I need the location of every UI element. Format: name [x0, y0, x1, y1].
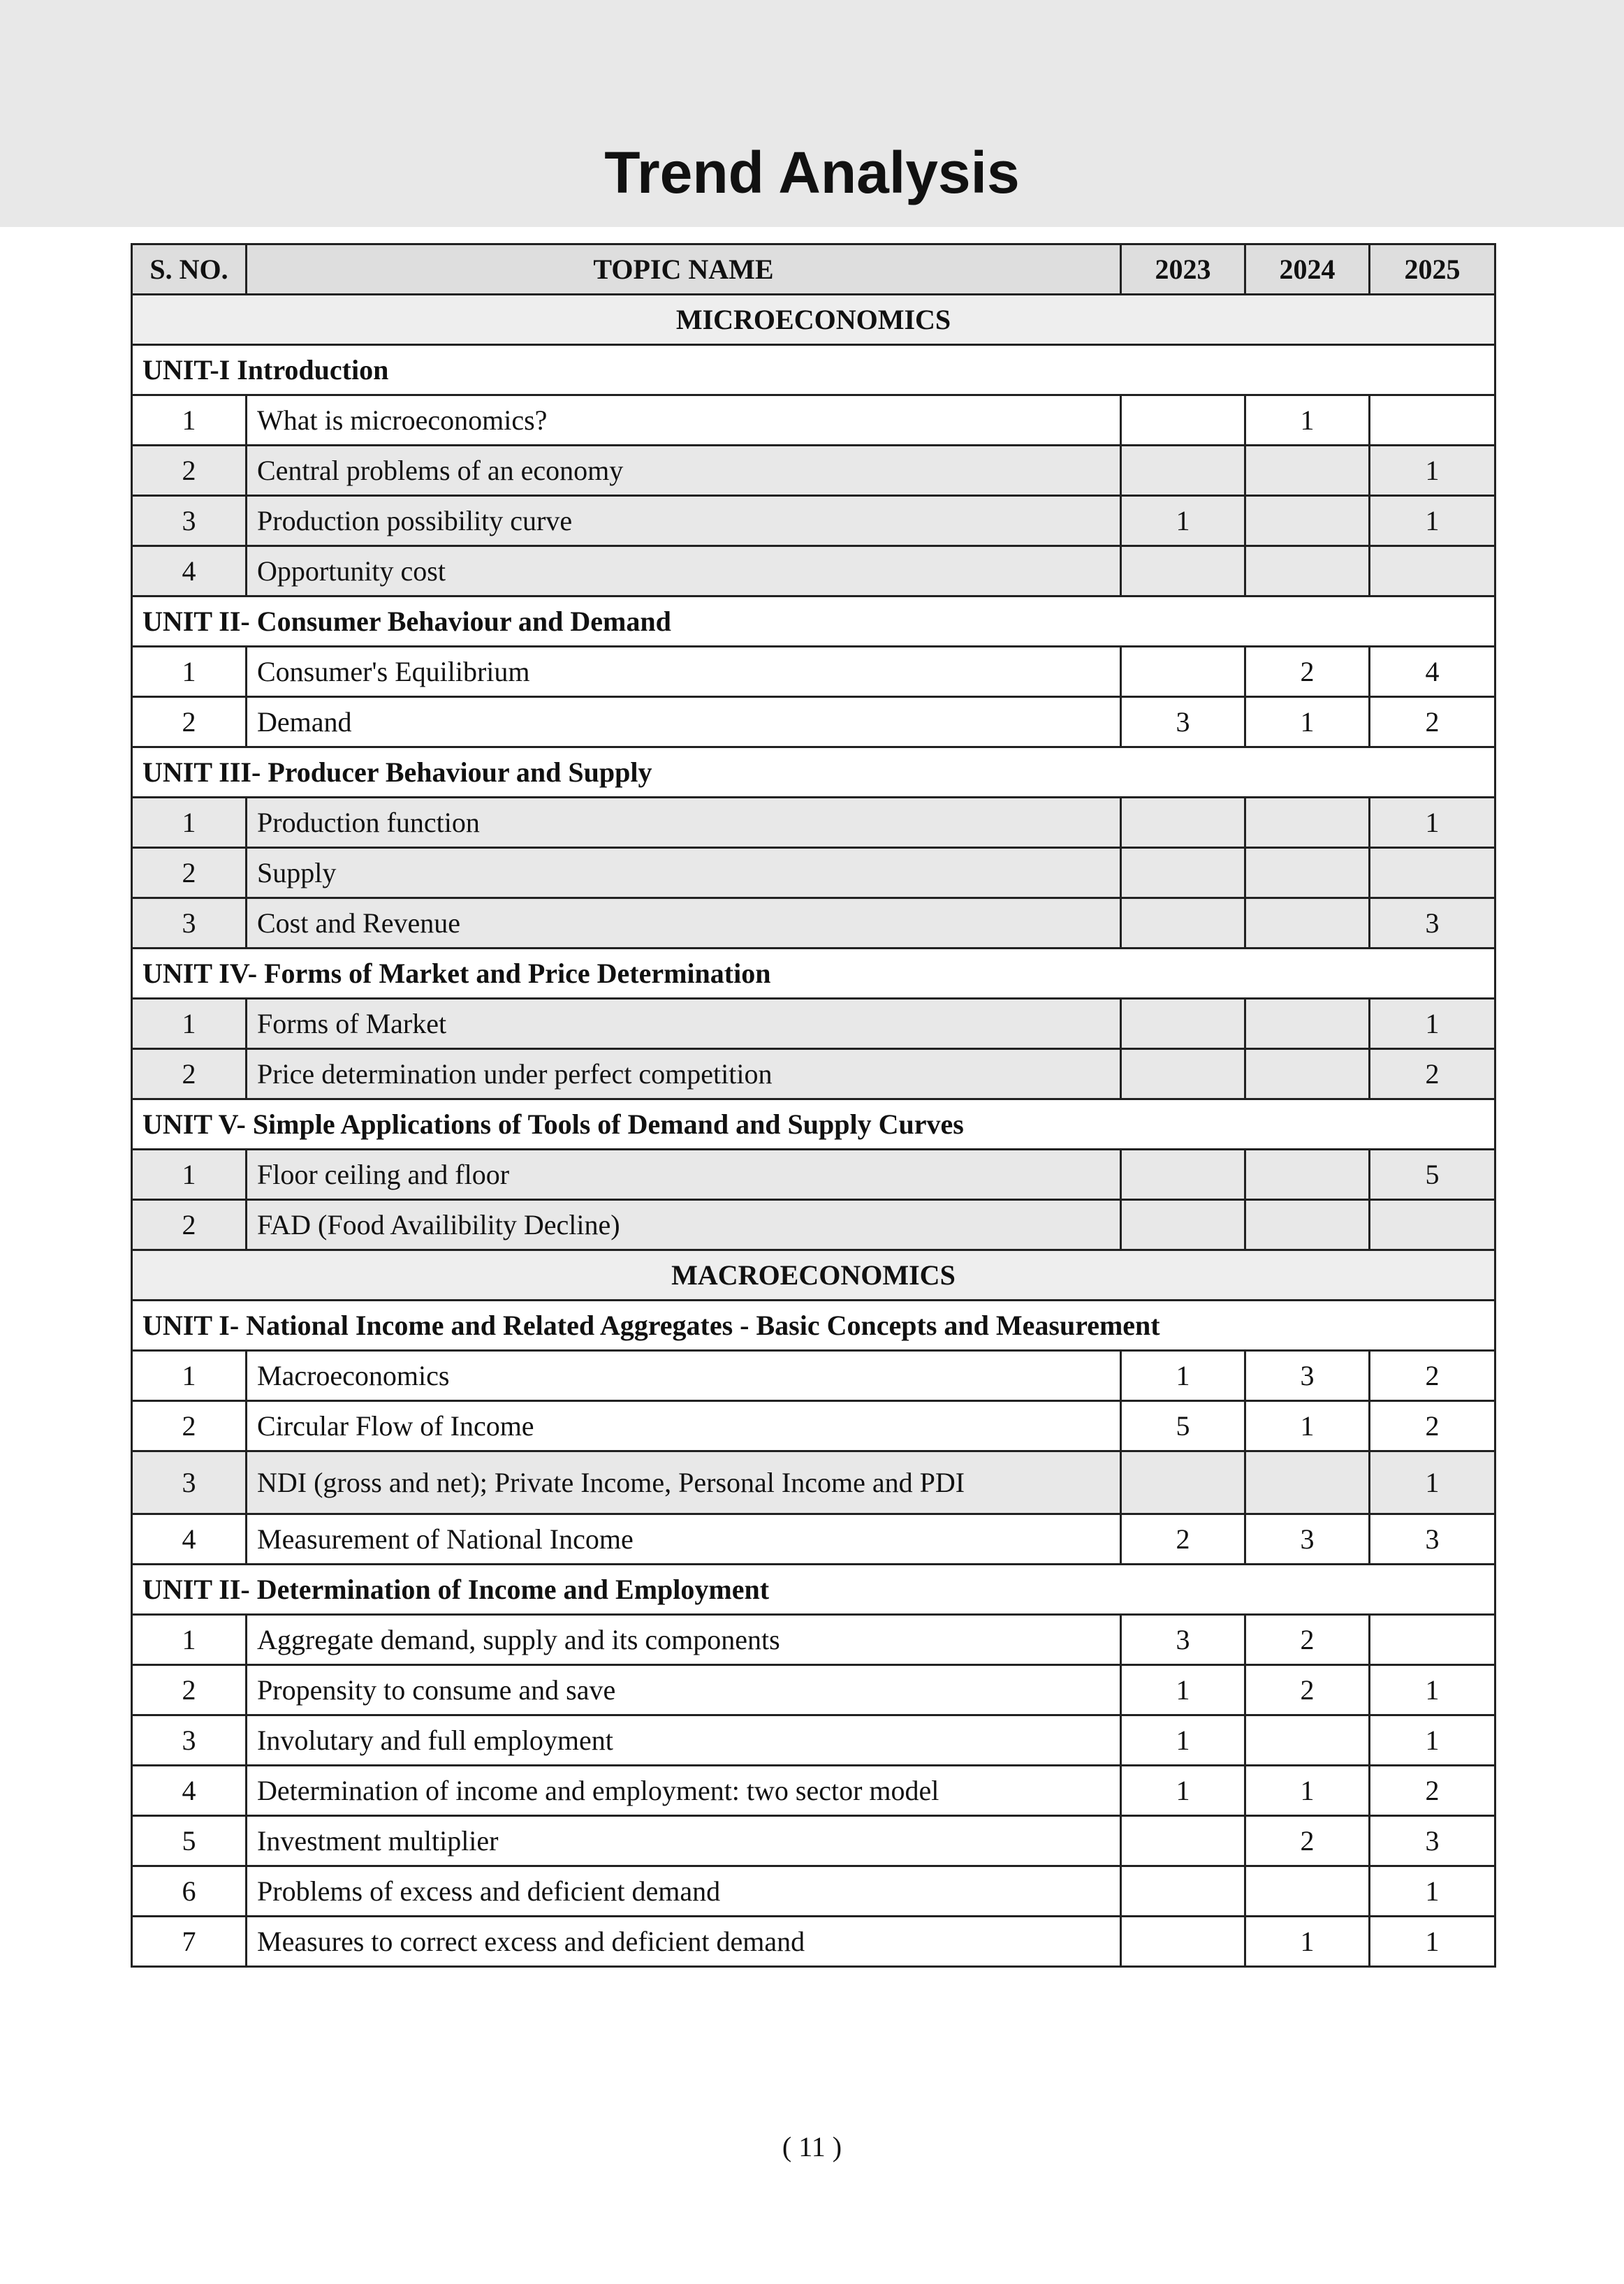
topic-name-cell: Circular Flow of Income	[247, 1401, 1121, 1451]
table-row	[132, 1049, 1495, 1099]
table-row	[132, 1200, 1495, 1250]
count-2025-cell: 1	[1370, 1715, 1495, 1766]
topic-name-cell: Production possibility curve	[247, 496, 1121, 546]
unit-heading: UNIT II- Determination of Income and Employment	[132, 1565, 1495, 1615]
unit-heading: UNIT I- National Income and Related Aggregates - Basic Concepts and Measurement	[132, 1301, 1495, 1351]
table-row	[132, 496, 1495, 546]
count-2024-cell: 2	[1245, 647, 1370, 697]
topic-name-cell: Opportunity cost	[247, 546, 1121, 596]
count-2024-cell	[1245, 496, 1370, 546]
topic-name-cell: Investment multiplier	[247, 1816, 1121, 1866]
unit-row	[132, 345, 1495, 395]
topic-name-cell: NDI (gross and net); Private Income, Personal Income and PDI	[247, 1451, 1121, 1514]
count-2024-cell: 1	[1245, 697, 1370, 747]
serial-number-cell: 3	[132, 898, 247, 949]
unit-row	[132, 747, 1495, 798]
unit-heading: UNIT V- Simple Applications of Tools of Demand and Supply Curves	[132, 1099, 1495, 1150]
count-2023-cell: 1	[1121, 1665, 1245, 1715]
count-2025-cell: 1	[1370, 798, 1495, 848]
topic-name-cell: Central problems of an economy	[247, 446, 1121, 496]
page-title: Trend Analysis	[604, 140, 1020, 205]
count-2025-cell	[1370, 1615, 1495, 1665]
unit-heading: UNIT IV- Forms of Market and Price Determination	[132, 949, 1495, 999]
table-row	[132, 1150, 1495, 1200]
topic-name-cell: Forms of Market	[247, 999, 1121, 1049]
serial-number-cell: 4	[132, 546, 247, 596]
table-row	[132, 1816, 1495, 1866]
count-2023-cell: 1	[1121, 1715, 1245, 1766]
topic-name-cell: Measures to correct excess and deficient demand	[247, 1917, 1121, 1967]
table-row	[132, 647, 1495, 697]
count-2024-cell: 1	[1245, 1401, 1370, 1451]
count-2023-cell: 1	[1121, 496, 1245, 546]
topic-name-cell: Macroeconomics	[247, 1351, 1121, 1401]
topic-name-cell: Consumer's Equilibrium	[247, 647, 1121, 697]
count-2024-cell: 2	[1245, 1816, 1370, 1866]
count-2024-cell	[1245, 798, 1370, 848]
header-2025: 2025	[1370, 244, 1495, 295]
table-row	[132, 1514, 1495, 1565]
count-2024-cell: 2	[1245, 1665, 1370, 1715]
count-2025-cell: 2	[1370, 1766, 1495, 1816]
topic-name-cell: Demand	[247, 697, 1121, 747]
count-2025-cell	[1370, 1200, 1495, 1250]
serial-number-cell: 2	[132, 446, 247, 496]
table-row	[132, 848, 1495, 898]
topic-name-cell: Problems of excess and deficient demand	[247, 1866, 1121, 1917]
table-row	[132, 1766, 1495, 1816]
topic-name-cell: Cost and Revenue	[247, 898, 1121, 949]
topic-name-cell: Propensity to consume and save	[247, 1665, 1121, 1715]
table-row	[132, 395, 1495, 446]
count-2025-cell: 3	[1370, 1514, 1495, 1565]
table-row	[132, 1351, 1495, 1401]
section-heading: MACROECONOMICS	[132, 1250, 1495, 1301]
count-2023-cell	[1121, 1150, 1245, 1200]
count-2025-cell: 1	[1370, 1866, 1495, 1917]
topic-name-cell: Production function	[247, 798, 1121, 848]
serial-number-cell: 3	[132, 496, 247, 546]
count-2024-cell	[1245, 1866, 1370, 1917]
header-topic-name: TOPIC NAME	[247, 244, 1121, 295]
topic-name-cell: Floor ceiling and floor	[247, 1150, 1121, 1200]
topic-name-cell: Price determination under perfect competition	[247, 1049, 1121, 1099]
count-2023-cell: 5	[1121, 1401, 1245, 1451]
serial-number-cell: 1	[132, 798, 247, 848]
trend-analysis-table	[131, 243, 1496, 1968]
unit-row	[132, 1301, 1495, 1351]
count-2024-cell	[1245, 1451, 1370, 1514]
serial-number-cell: 1	[132, 647, 247, 697]
count-2023-cell: 3	[1121, 697, 1245, 747]
serial-number-cell: 2	[132, 1665, 247, 1715]
count-2023-cell	[1121, 999, 1245, 1049]
header-sno: S. NO.	[132, 244, 247, 295]
count-2023-cell: 2	[1121, 1514, 1245, 1565]
unit-heading: UNIT-I Introduction	[132, 345, 1495, 395]
count-2025-cell: 1	[1370, 1917, 1495, 1967]
section-heading: MICROECONOMICS	[132, 295, 1495, 345]
count-2025-cell: 2	[1370, 1401, 1495, 1451]
count-2025-cell: 2	[1370, 1351, 1495, 1401]
count-2023-cell	[1121, 446, 1245, 496]
count-2025-cell: 3	[1370, 898, 1495, 949]
serial-number-cell: 1	[132, 1150, 247, 1200]
count-2024-cell	[1245, 999, 1370, 1049]
count-2024-cell	[1245, 898, 1370, 949]
serial-number-cell: 2	[132, 697, 247, 747]
count-2025-cell: 2	[1370, 697, 1495, 747]
topic-name-cell: Supply	[247, 848, 1121, 898]
count-2025-cell	[1370, 848, 1495, 898]
serial-number-cell: 3	[132, 1451, 247, 1514]
topic-name-cell: What is microeconomics?	[247, 395, 1121, 446]
unit-heading: UNIT III- Producer Behaviour and Supply	[132, 747, 1495, 798]
table-header-row	[132, 244, 1495, 295]
count-2023-cell	[1121, 898, 1245, 949]
count-2024-cell: 3	[1245, 1514, 1370, 1565]
count-2025-cell: 2	[1370, 1049, 1495, 1099]
table-row	[132, 999, 1495, 1049]
table-row	[132, 1451, 1495, 1514]
count-2023-cell	[1121, 848, 1245, 898]
header-2023: 2023	[1121, 244, 1245, 295]
serial-number-cell: 2	[132, 1401, 247, 1451]
count-2025-cell: 3	[1370, 1816, 1495, 1866]
count-2025-cell: 1	[1370, 446, 1495, 496]
table-row	[132, 1917, 1495, 1967]
count-2023-cell	[1121, 1451, 1245, 1514]
table-row	[132, 446, 1495, 496]
count-2025-cell	[1370, 395, 1495, 446]
unit-row	[132, 1099, 1495, 1150]
count-2025-cell: 1	[1370, 1451, 1495, 1514]
serial-number-cell: 2	[132, 1200, 247, 1250]
table-row	[132, 1665, 1495, 1715]
header-2024: 2024	[1245, 244, 1370, 295]
count-2024-cell	[1245, 848, 1370, 898]
count-2023-cell: 1	[1121, 1351, 1245, 1401]
serial-number-cell: 7	[132, 1917, 247, 1967]
count-2024-cell	[1245, 546, 1370, 596]
count-2025-cell: 1	[1370, 1665, 1495, 1715]
count-2023-cell	[1121, 1049, 1245, 1099]
count-2023-cell	[1121, 546, 1245, 596]
count-2024-cell: 1	[1245, 395, 1370, 446]
serial-number-cell: 1	[132, 395, 247, 446]
table-row	[132, 798, 1495, 848]
count-2023-cell	[1121, 1816, 1245, 1866]
count-2024-cell: 1	[1245, 1917, 1370, 1967]
serial-number-cell: 5	[132, 1816, 247, 1866]
count-2023-cell	[1121, 1917, 1245, 1967]
count-2023-cell: 3	[1121, 1615, 1245, 1665]
count-2023-cell	[1121, 1200, 1245, 1250]
count-2023-cell	[1121, 647, 1245, 697]
table-row	[132, 1715, 1495, 1766]
count-2025-cell	[1370, 546, 1495, 596]
count-2024-cell: 2	[1245, 1615, 1370, 1665]
unit-row	[132, 949, 1495, 999]
count-2025-cell: 4	[1370, 647, 1495, 697]
section-row	[132, 1250, 1495, 1301]
table-body	[132, 295, 1495, 1967]
serial-number-cell: 6	[132, 1866, 247, 1917]
unit-heading: UNIT II- Consumer Behaviour and Demand	[132, 596, 1495, 647]
serial-number-cell: 2	[132, 1049, 247, 1099]
count-2024-cell	[1245, 446, 1370, 496]
serial-number-cell: 4	[132, 1514, 247, 1565]
table-row	[132, 1866, 1495, 1917]
count-2023-cell	[1121, 798, 1245, 848]
count-2023-cell	[1121, 1866, 1245, 1917]
count-2024-cell	[1245, 1150, 1370, 1200]
count-2025-cell: 1	[1370, 999, 1495, 1049]
count-2023-cell: 1	[1121, 1766, 1245, 1816]
page-number: ( 11 )	[782, 2131, 842, 2162]
count-2025-cell: 1	[1370, 496, 1495, 546]
table-row	[132, 1615, 1495, 1665]
serial-number-cell: 1	[132, 1351, 247, 1401]
count-2024-cell	[1245, 1049, 1370, 1099]
count-2023-cell	[1121, 395, 1245, 446]
table-row	[132, 697, 1495, 747]
topic-name-cell: Aggregate demand, supply and its components	[247, 1615, 1121, 1665]
serial-number-cell: 1	[132, 1615, 247, 1665]
topic-name-cell: Determination of income and employment: two sector model	[247, 1766, 1121, 1816]
table-row	[132, 898, 1495, 949]
topic-name-cell: Measurement of National Income	[247, 1514, 1121, 1565]
unit-row	[132, 596, 1495, 647]
topic-name-cell: Involutary and full employment	[247, 1715, 1121, 1766]
topic-name-cell: FAD (Food Availibility Decline)	[247, 1200, 1121, 1250]
serial-number-cell: 4	[132, 1766, 247, 1816]
count-2024-cell	[1245, 1200, 1370, 1250]
count-2024-cell: 1	[1245, 1766, 1370, 1816]
table-row	[132, 1401, 1495, 1451]
serial-number-cell: 2	[132, 848, 247, 898]
count-2024-cell	[1245, 1715, 1370, 1766]
serial-number-cell: 1	[132, 999, 247, 1049]
count-2025-cell: 5	[1370, 1150, 1495, 1200]
table-row	[132, 546, 1495, 596]
section-row	[132, 295, 1495, 345]
unit-row	[132, 1565, 1495, 1615]
serial-number-cell: 3	[132, 1715, 247, 1766]
count-2024-cell: 3	[1245, 1351, 1370, 1401]
